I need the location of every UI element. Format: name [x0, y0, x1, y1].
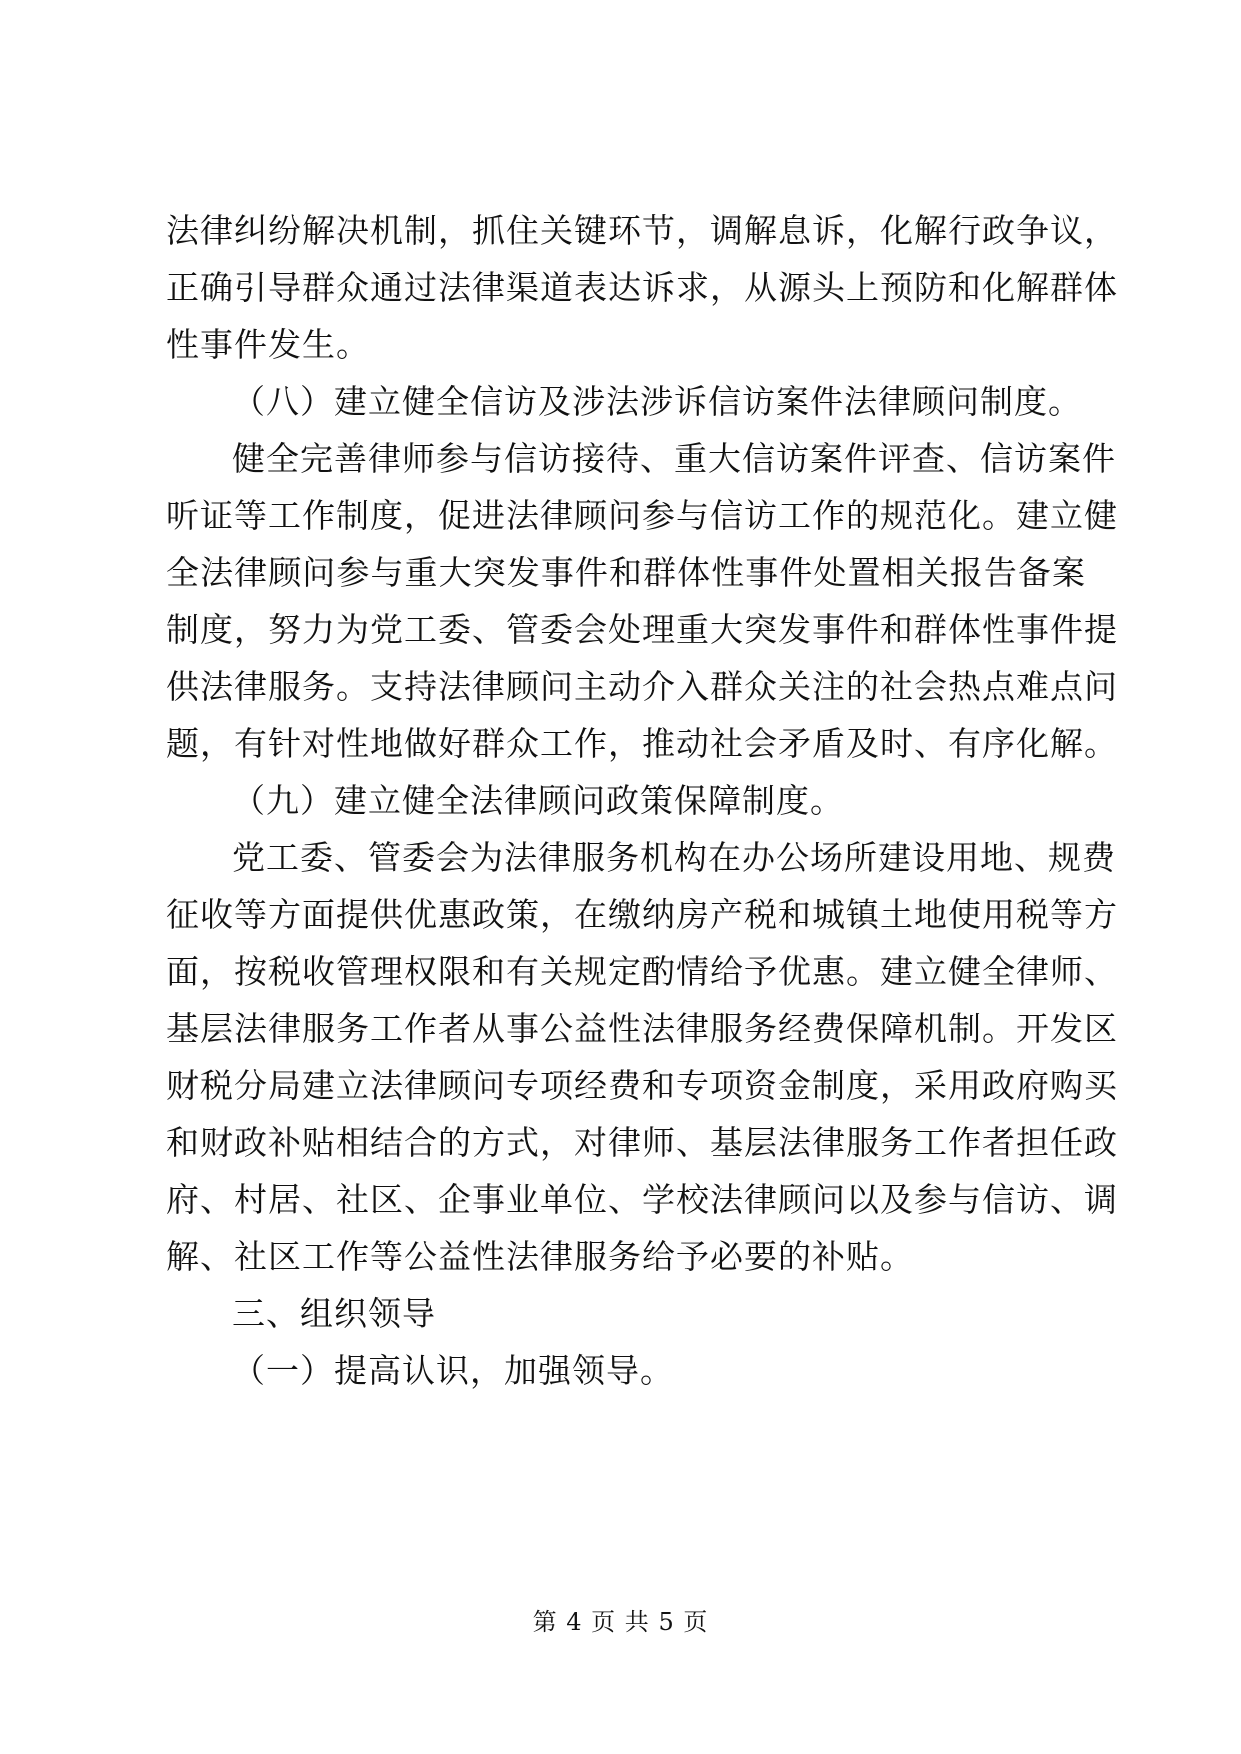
section-heading: 三、组织领导 — [232, 1294, 436, 1333]
paragraph-line: 面，按税收管理权限和有关规定酌情给予优惠。建立健全律师、 — [166, 952, 1118, 991]
paragraph-line: 题，有针对性地做好群众工作，推动社会矛盾及时、有序化解。 — [166, 724, 1118, 763]
paragraph-line: 基层法律服务工作者从事公益性法律服务经费保障机制。开发区 — [166, 1009, 1118, 1048]
paragraph-line: 征收等方面提供优惠政策，在缴纳房产税和城镇土地使用税等方 — [166, 895, 1118, 934]
paragraph-line: 供法律服务。支持法律顾问主动介入群众关注的社会热点难点问 — [166, 667, 1118, 706]
paragraph-line: 法律纠纷解决机制，抓住关键环节，调解息诉，化解行政争议， — [166, 211, 1118, 250]
paragraph-line: 全法律顾问参与重大突发事件和群体性事件处置相关报告备案 — [166, 553, 1086, 592]
paragraph-line: 解、社区工作等公益性法律服务给予必要的补贴。 — [166, 1237, 914, 1276]
paragraph-line: 和财政补贴相结合的方式，对律师、基层法律服务工作者担任政 — [166, 1123, 1118, 1162]
paragraph-line: 听证等工作制度，促进法律顾问参与信访工作的规范化。建立健 — [166, 496, 1118, 535]
paragraph-line: 府、村居、社区、企事业单位、学校法律顾问以及参与信访、调 — [166, 1180, 1118, 1219]
paragraph-line: 制度，努力为党工委、管委会处理重大突发事件和群体性事件提 — [166, 610, 1118, 649]
subsection-heading: （一）提高认识，加强领导。 — [232, 1351, 674, 1390]
paragraph-line: 财税分局建立法律顾问专项经费和专项资金制度，采用政府购买 — [166, 1066, 1118, 1105]
section-heading: （九）建立健全法律顾问政策保障制度。 — [232, 781, 844, 820]
paragraph-line: 性事件发生。 — [166, 325, 370, 364]
section-heading: （八）建立健全信访及涉法涉诉信访案件法律顾问制度。 — [232, 382, 1082, 421]
paragraph-line: 党工委、管委会为法律服务机构在办公场所建设用地、规费 — [232, 838, 1116, 877]
paragraph-line: 健全完善律师参与信访接待、重大信访案件评查、信访案件 — [232, 439, 1116, 478]
page-footer: 第 4 页 共 5 页 — [532, 1608, 709, 1636]
paragraph-line: 正确引导群众通过法律渠道表达诉求，从源头上预防和化解群体 — [166, 268, 1118, 307]
